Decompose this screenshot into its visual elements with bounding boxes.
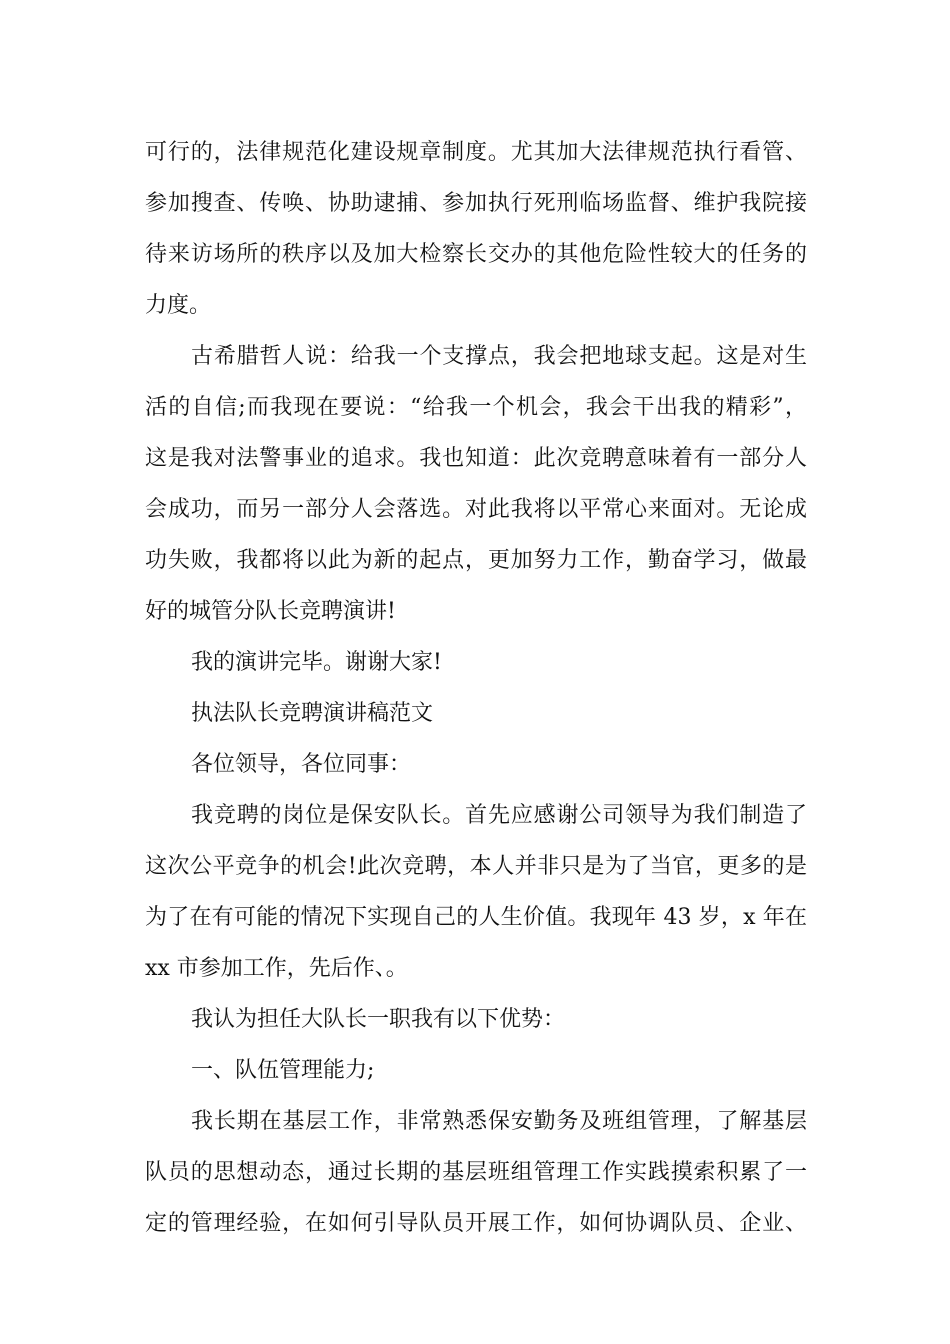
text-line: 待来访场所的秩序以及加大检察长交办的其他危险性较大的任务的 — [145, 242, 807, 267]
text-line: 队员的思想动态，通过长期的基层班组管理工作实践摸索积累了一 — [145, 1160, 807, 1185]
list-heading: 一、队伍管理能力; — [191, 1058, 375, 1083]
text-line: 会成功，而另一部分人会落选。对此我将以平常心来面对。无论成 — [145, 497, 807, 522]
text-line: 可行的，法律规范化建设规章制度。尤其加大法律规范执行看管、 — [145, 140, 807, 165]
paragraph-first-line: 我长期在基层工作，非常熟悉保安勤务及班组管理，了解基层 — [191, 1109, 807, 1134]
paragraph-first-line: 我的演讲完毕。谢谢大家! — [191, 650, 442, 675]
document-body — [145, 127, 807, 1249]
text-line: 参加搜查、传唤、协助逮捕、参加执行死刑临场监督、维护我院接 — [145, 191, 807, 216]
section-title: 执法队长竞聘演讲稿范文 — [191, 701, 434, 726]
paragraph-first-line: 我认为担任大队长一职我有以下优势： — [191, 1007, 566, 1032]
text-line: 这次公平竞争的机会!此次竞聘，本人并非只是为了当官，更多的是 — [145, 854, 807, 879]
text-line: xx 市参加工作，先后作、。 — [145, 956, 408, 981]
paragraph-first-line: 古希腊哲人说：给我一个支撑点，我会把地球支起。这是对生 — [191, 344, 807, 369]
text-line: 为了在有可能的情况下实现自己的人生价值。我现年 43 岁，x 年在 — [145, 905, 807, 930]
text-line: 这是我对法警事业的追求。我也知道：此次竞聘意味着有一部分人 — [145, 446, 807, 471]
paragraph-first-line: 我竞聘的岗位是保安队长。首先应感谢公司领导为我们制造了 — [191, 803, 807, 828]
text-line: 活的自信;而我现在要说：“给我一个机会，我会干出我的精彩”， — [145, 395, 807, 420]
text-line: 功失败，我都将以此为新的起点，更加努力工作，勤奋学习，做最 — [145, 548, 807, 573]
salutation: 各位领导，各位同事： — [191, 752, 412, 777]
text-line: 力度。 — [145, 293, 212, 318]
text-line: 好的城管分队长竞聘演讲! — [145, 599, 396, 624]
text-line: 定的管理经验，在如何引导队员开展工作，如何协调队员、企业、 — [145, 1211, 807, 1236]
